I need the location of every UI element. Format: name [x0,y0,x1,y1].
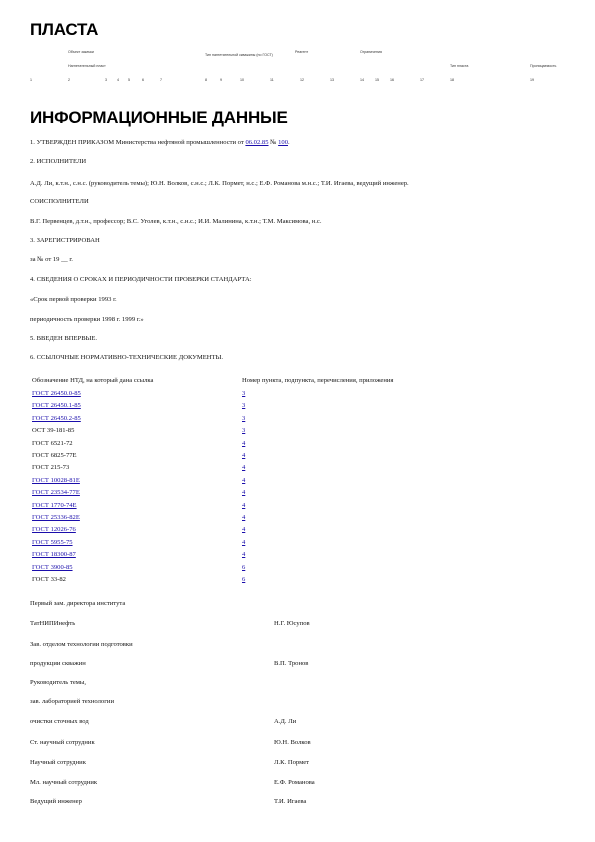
header-table-cell: 6 [142,78,144,82]
signature-position: ТатНИПИнефть [30,620,76,627]
header-table-label: Тип пласта [450,64,469,68]
top-title: ПЛАСТА [30,20,99,39]
reference-document: ГОСТ 6521-72 [32,439,73,447]
header-table-label: Проницаемость [530,64,557,68]
header-table-label: Нагнетательный пласт [68,64,106,68]
header-table-cell: 12 [300,78,304,82]
header-table-cell: 8 [205,78,207,82]
reference-document-link[interactable]: ГОСТ 25336-82Е [32,514,80,521]
header-table-cell: 9 [220,78,222,82]
references-column-header-item: Номер пункта, подпункта, перечисления, приложения [242,377,394,384]
signature-position: продукции скважин [30,660,86,667]
approval-text: 1. УТВЕРЖДЕН ПРИКАЗОМ Министерства нефтяной промышленности от [30,139,246,146]
reference-item-link[interactable]: 3 [242,414,246,422]
approval-date-link[interactable]: 06.02.85 [245,139,269,146]
header-table-label: Объект закачки [68,50,94,54]
header-table-cell: 10 [240,78,244,82]
registered-line: за № от 19 __ г. [30,256,73,263]
reference-item-link[interactable]: 3 [242,390,246,397]
header-table-cell: 11 [270,78,274,82]
signature-name: В.П. Тронов [274,660,309,667]
reference-item-link[interactable]: 4 [242,514,246,521]
signature-name: А.Д. Ли [274,718,297,725]
references-heading: 6. ССЫЛОЧНЫЕ НОРМАТИВНО-ТЕХНИЧЕСКИЕ ДОКУМЕНТЫ. [30,354,223,361]
reference-document-link[interactable]: ГОСТ 5955-75 [32,538,73,546]
reference-item-link[interactable]: 4 [242,538,246,546]
signature-position: Первый зам. директора института [30,600,126,607]
review-heading: 4. СВЕДЕНИЯ О СРОКАХ И ПЕРИОДИЧНОСТИ ПРОВЕРКИ СТАНДАРТА: [30,276,252,283]
reference-document: ГОСТ 6825-77Е [32,452,77,459]
reference-item-link[interactable]: 3 [242,402,246,410]
signature-name: Н.Г. Юсупов [274,620,310,627]
reference-document-link[interactable]: ГОСТ 18300-87 [32,551,76,559]
reference-document: ГОСТ 215-73 [32,464,70,472]
approval-number-link[interactable]: 100 [278,139,288,146]
header-table [30,50,570,90]
signature-name: Т.И. Игаева [274,798,307,805]
reference-item-link[interactable]: 4 [242,452,246,459]
introduced-note: 5. ВВЕДЕН ВПЕРВЫЕ. [30,335,98,342]
header-table-cell: 7 [160,78,162,82]
signature-position: Руководитель темы, [30,679,87,686]
signature-position: Зав. отделом технологии подготовки [30,641,133,648]
reference-document: ГОСТ 33-82 [32,576,66,583]
header-table-label: Ограничения [360,50,382,54]
reference-document-link[interactable]: ГОСТ 26450.0-85 [32,390,81,397]
header-table-cell: 3 [105,78,107,82]
reference-document-link[interactable]: ГОСТ 10028-81Е [32,476,80,484]
reference-item-link[interactable]: 4 [242,551,246,559]
header-table-cell: 2 [68,78,70,82]
reference-item-link[interactable]: 6 [242,576,246,583]
reference-document-link[interactable]: ГОСТ 12026-76 [32,526,76,534]
registered-heading: 3. ЗАРЕГИСТРИРОВАН [30,237,100,244]
coexecutors-heading: СОИСПОЛНИТЕЛИ [30,198,89,205]
reference-item-link[interactable]: 4 [242,464,246,472]
reference-document-link[interactable]: ГОСТ 26450.1-85 [32,402,81,410]
signature-name: Е.Ф. Романова [274,779,315,786]
header-table-label: Реагент [295,50,309,54]
header-table-cell: 14 [360,78,364,82]
signature-position: Научный сотрудник [30,759,86,766]
reference-item-link[interactable]: 4 [242,489,246,497]
coexecutors-text: В.Г. Первенцев, д.т.н., профессор; В.С. Уголев, к.т.н., с.н.с.; И.И. Малинина, к.т.н.; Т.М. Максимова, н.с. [30,218,322,225]
reference-document-link[interactable]: ГОСТ 3900-85 [32,563,73,571]
review-line-2: периодичность проверки 1998 г. 1999 г.» [30,316,144,323]
signature-name: Ю.Н. Волков [274,739,311,746]
review-line-1: «Срок первой проверки 1993 г. [30,296,117,303]
reference-item-link[interactable]: 6 [242,563,246,571]
header-table-cell: 5 [128,78,130,82]
signature-position: зав. лабораторией технологии [30,698,114,705]
header-table-label: Тип нагнетательной скважины (по ГОСТ) [205,53,273,57]
signature-name: Л.К. Пормет [274,759,310,766]
signature-position: Мл. научный сотрудник [30,779,98,786]
reference-document-link[interactable]: ГОСТ 1770-74Е [32,501,77,509]
reference-item-link[interactable]: 3 [242,427,246,435]
signature-position: Ведущий инженер [30,798,82,805]
header-table-cell: 17 [420,78,424,82]
executors-text: А.Д. Ли, к.т.н., с.н.с. (руководитель темы); Ю.Н. Волков, с.н.с.; Л.К. Пормет, н.с.; Е.Ф. Романова м.н.с.; Т.И. Игаева, ведущий инженер. [30,180,409,187]
reference-item-link[interactable]: 4 [242,526,246,534]
header-table-cell: 16 [390,78,394,82]
executors-heading: 2. ИСПОЛНИТЕЛИ [30,158,87,165]
approval-number-sign: № [268,139,279,146]
signature-position: Ст. научный сотрудник [30,739,95,746]
reference-item-link[interactable]: 4 [242,501,246,509]
header-table-cell: 15 [375,78,379,82]
header-table-cell: 4 [117,78,119,82]
section-title: ИНФОРМАЦИОННЫЕ ДАННЫЕ [30,108,288,127]
references-column-header-doc: Обозначение НТД, на который дана ссылка [32,377,154,384]
header-table-cell: 18 [450,78,454,82]
approval-paragraph: 1. УТВЕРЖДЕН ПРИКАЗОМ Министерства нефтяной промышленности от 06.02.85 № 100. [30,139,290,146]
header-table-cell: 1 [30,78,32,82]
reference-item-link[interactable]: 4 [242,476,246,484]
header-table-cell: 13 [330,78,334,82]
reference-document-link[interactable]: ГОСТ 23534-77Е [32,489,80,497]
signature-position: очистки сточных вод [30,718,89,725]
reference-item-link[interactable]: 4 [242,439,246,447]
reference-document-link[interactable]: ГОСТ 26450.2-85 [32,414,81,422]
header-table-cell: 19 [530,78,534,82]
reference-document: ОСТ 39-181-85 [32,427,75,435]
